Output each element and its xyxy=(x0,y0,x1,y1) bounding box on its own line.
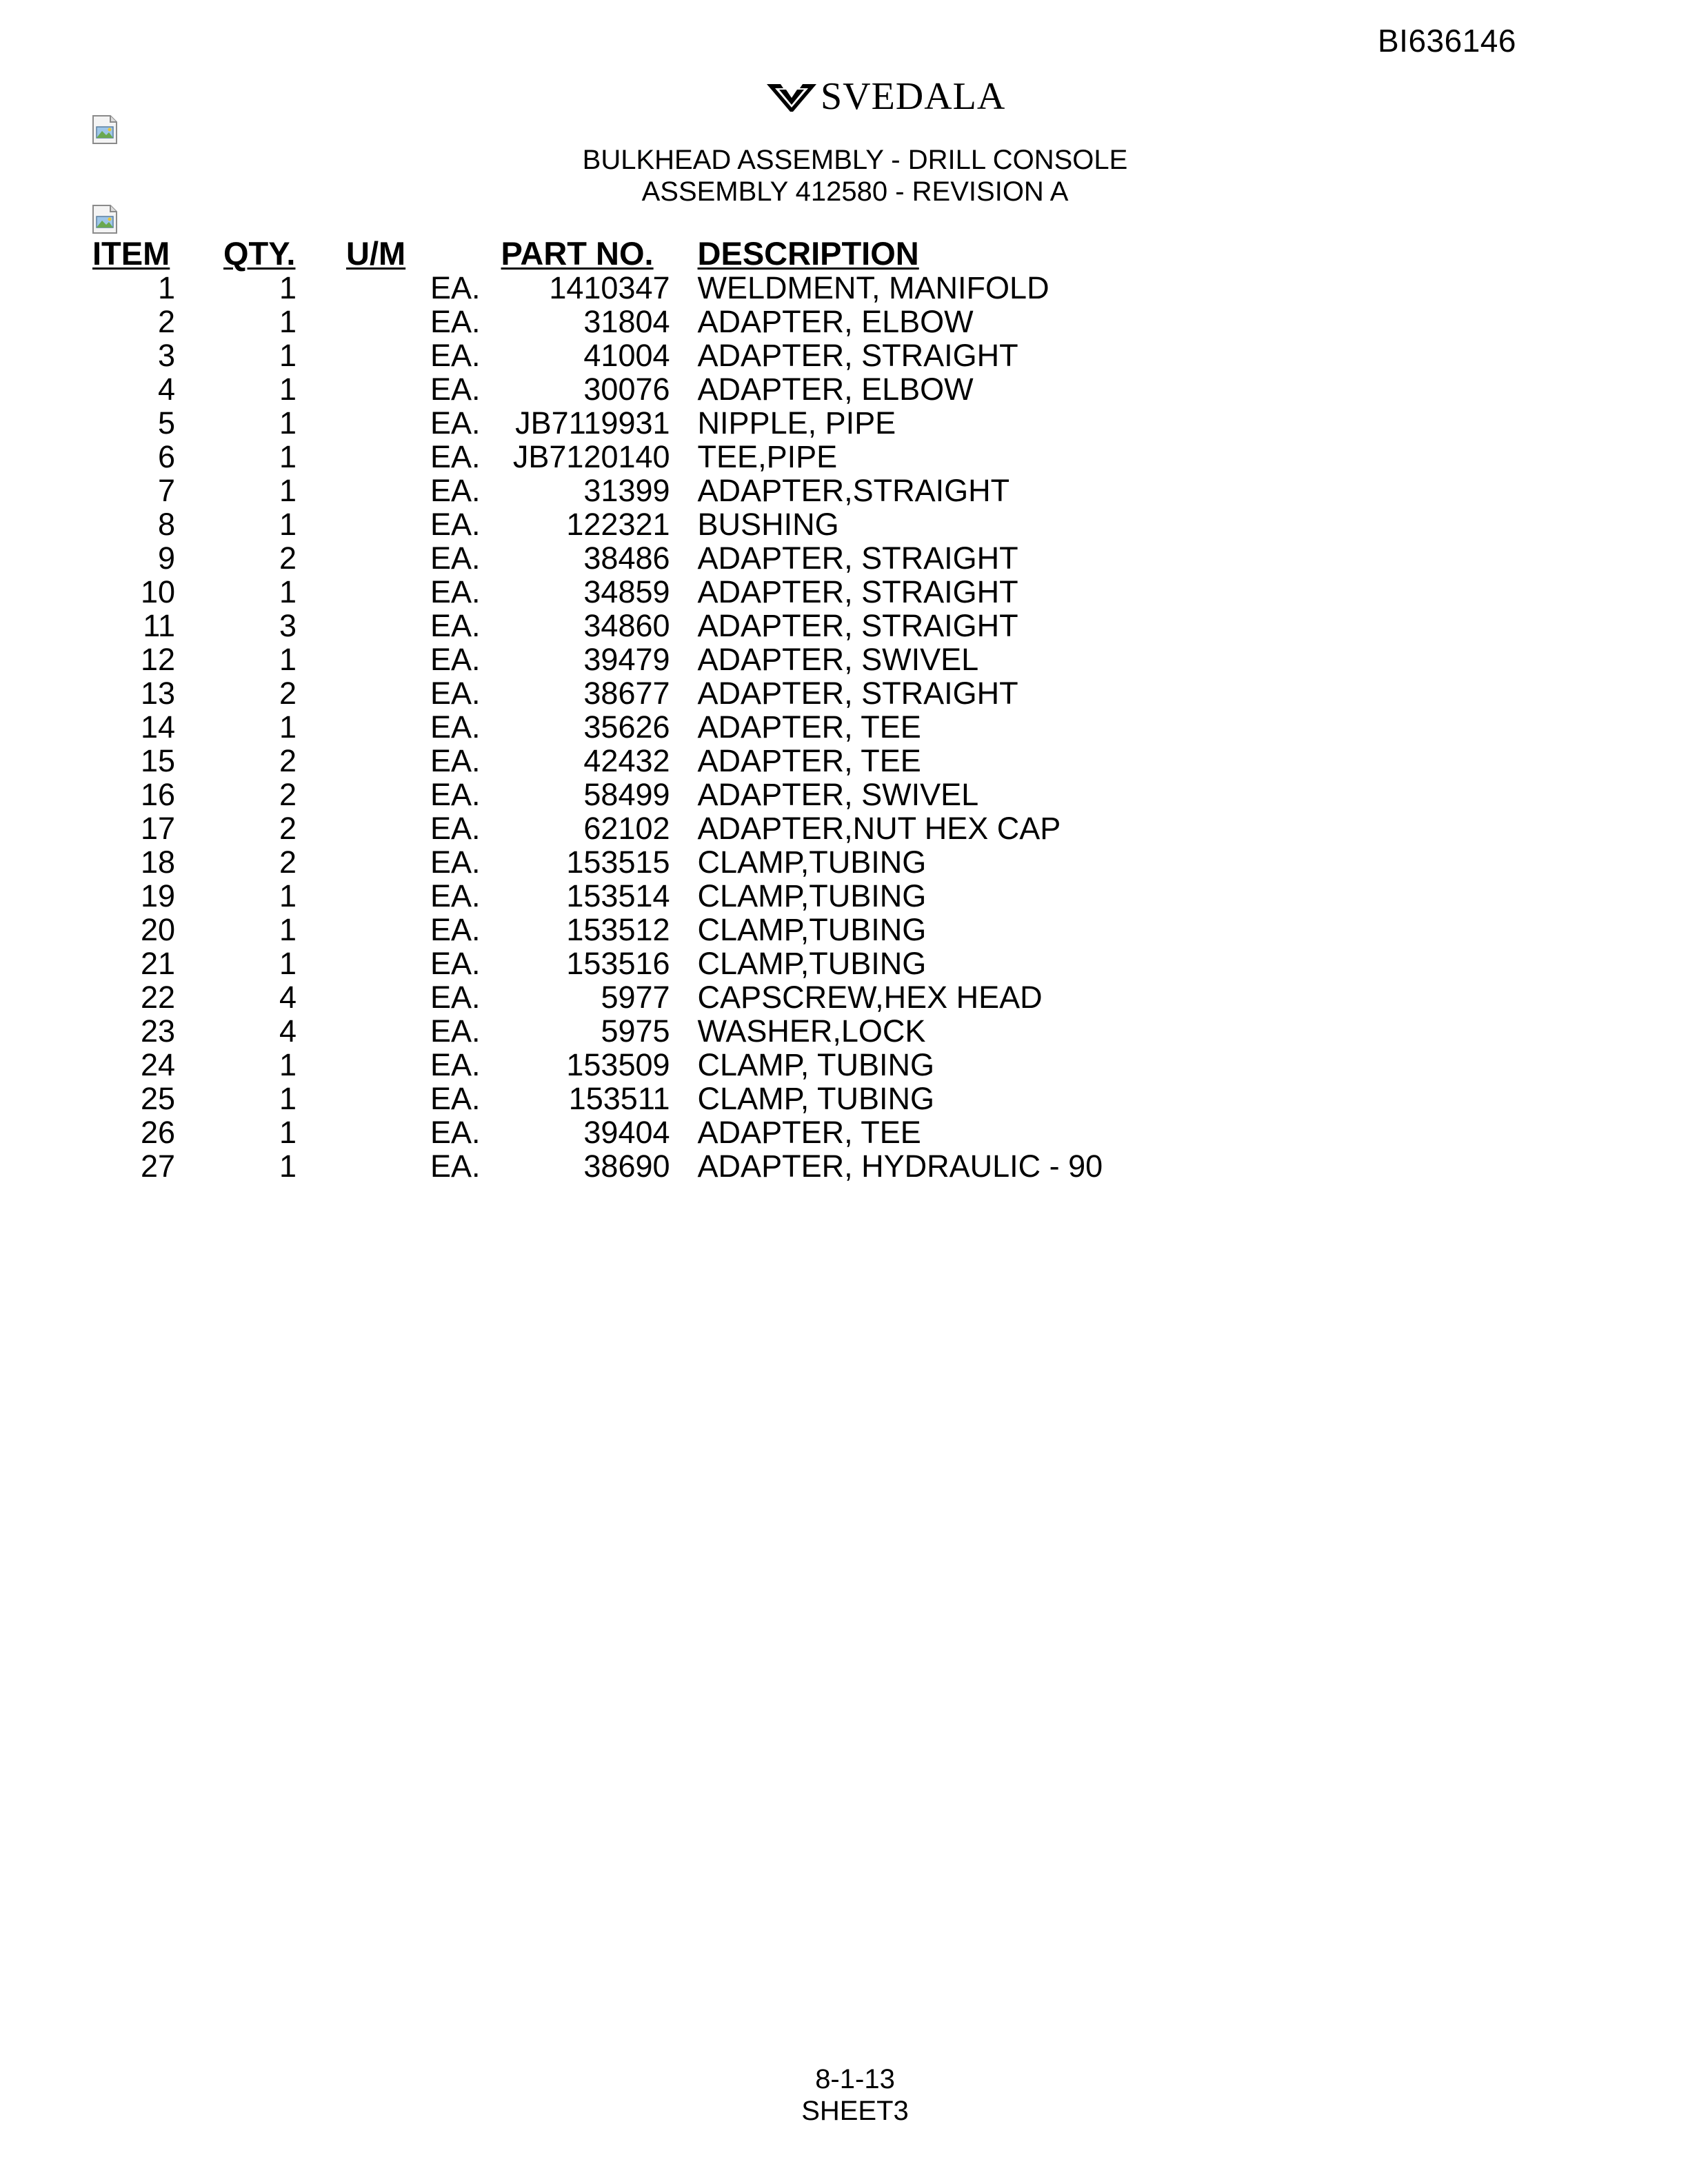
unit-of-measure-cell: EA. xyxy=(430,676,481,711)
parts-table-body xyxy=(91,271,1194,1183)
table-row xyxy=(91,744,1194,778)
part-number-cell: 41004 xyxy=(583,338,670,373)
table-row xyxy=(91,710,1194,744)
item-number-cell: 1 xyxy=(157,270,175,305)
part-number-cell: 38486 xyxy=(583,540,670,576)
quantity-cell: 1 xyxy=(279,1149,297,1184)
unit-of-measure-cell: EA. xyxy=(430,743,481,778)
quantity-cell: 1 xyxy=(279,878,297,913)
table-row xyxy=(91,980,1194,1014)
table-row xyxy=(91,271,1194,305)
item-number-cell: 3 xyxy=(157,338,175,373)
unit-of-measure-cell: EA. xyxy=(430,1115,481,1150)
part-number-cell: 62102 xyxy=(583,811,670,846)
item-number-cell: 12 xyxy=(140,642,175,677)
table-header-row xyxy=(91,236,1194,271)
unit-of-measure-cell: EA. xyxy=(430,507,481,542)
item-number-cell: 24 xyxy=(140,1047,175,1082)
item-number-cell: 6 xyxy=(157,439,175,474)
description-cell: ADAPTER, SWIVEL xyxy=(697,777,979,812)
item-number-cell: 15 xyxy=(140,743,175,778)
description-cell: ADAPTER,NUT HEX CAP xyxy=(697,811,1061,846)
assembly-subtitle: ASSEMBLY 412580 - REVISION A xyxy=(641,176,1069,207)
unit-of-measure-cell: EA. xyxy=(430,1013,481,1049)
description-cell: CLAMP,TUBING xyxy=(697,946,927,981)
part-number-cell: 42432 xyxy=(583,743,670,778)
svedala-v-mark-icon xyxy=(765,80,818,113)
part-number-cell: 153514 xyxy=(566,878,670,913)
item-number-cell: 14 xyxy=(140,709,175,745)
unit-of-measure-cell: EA. xyxy=(430,1081,481,1116)
description-cell: CLAMP,TUBING xyxy=(697,912,927,947)
quantity-cell: 1 xyxy=(279,304,297,339)
item-number-cell: 23 xyxy=(140,1013,175,1049)
description-cell: ADAPTER, STRAIGHT xyxy=(697,608,1018,643)
description-cell: TEE,PIPE xyxy=(697,439,838,474)
item-number-cell: 8 xyxy=(157,507,175,542)
item-number-cell: 18 xyxy=(140,845,175,880)
table-row xyxy=(91,811,1194,845)
item-number-cell: 13 xyxy=(140,676,175,711)
quantity-cell: 2 xyxy=(279,743,297,778)
item-number-cell: 19 xyxy=(140,878,175,913)
unit-of-measure-cell: EA. xyxy=(430,709,481,745)
table-row xyxy=(91,372,1194,406)
item-number-cell: 5 xyxy=(157,405,175,441)
part-number-cell: JB7120140 xyxy=(512,439,670,474)
item-number-cell: 16 xyxy=(140,777,175,812)
unit-of-measure-cell: EA. xyxy=(430,540,481,576)
quantity-cell: 1 xyxy=(279,642,297,677)
part-number-cell: JB7119931 xyxy=(515,405,670,441)
description-cell: ADAPTER, ELBOW xyxy=(697,372,974,407)
unit-of-measure-cell: EA. xyxy=(430,912,481,947)
unit-of-measure-cell: EA. xyxy=(430,473,481,508)
table-row xyxy=(91,643,1194,676)
table-row xyxy=(91,1014,1194,1048)
table-row xyxy=(91,609,1194,643)
parts-list-table xyxy=(91,236,1194,1183)
part-number-cell: 31804 xyxy=(583,304,670,339)
table-row xyxy=(91,507,1194,541)
quantity-cell: 1 xyxy=(279,1115,297,1150)
unit-of-measure-cell: EA. xyxy=(430,980,481,1015)
description-cell: CAPSCREW,HEX HEAD xyxy=(697,980,1043,1015)
part-number-cell: 34860 xyxy=(583,608,670,643)
item-number-cell: 17 xyxy=(140,811,175,846)
quantity-cell: 1 xyxy=(279,372,297,407)
part-number-cell: 153515 xyxy=(566,845,670,880)
table-row xyxy=(91,947,1194,980)
unit-of-measure-cell: EA. xyxy=(430,608,481,643)
part-number-cell: 35626 xyxy=(583,709,670,745)
table-row xyxy=(91,406,1194,440)
part-number-cell: 122321 xyxy=(566,507,670,542)
part-number-cell: 153509 xyxy=(566,1047,670,1082)
quantity-cell: 1 xyxy=(279,338,297,373)
unit-of-measure-cell: EA. xyxy=(430,304,481,339)
table-row xyxy=(91,474,1194,507)
part-number-cell: 1410347 xyxy=(549,270,670,305)
quantity-cell: 1 xyxy=(279,405,297,441)
part-number-cell: 5975 xyxy=(601,1013,670,1049)
table-row xyxy=(91,778,1194,811)
unit-of-measure-cell: EA. xyxy=(430,946,481,981)
file-image-icon xyxy=(91,204,119,234)
table-row xyxy=(91,440,1194,474)
description-cell: ADAPTER, HYDRAULIC - 90 xyxy=(697,1149,1103,1184)
table-row xyxy=(91,575,1194,609)
quantity-cell: 2 xyxy=(279,811,297,846)
company-logo xyxy=(765,77,1005,116)
quantity-cell: 2 xyxy=(279,676,297,711)
description-cell: CLAMP, TUBING xyxy=(697,1081,934,1116)
description-cell: ADAPTER, STRAIGHT xyxy=(697,338,1018,373)
description-cell: ADAPTER, TEE xyxy=(697,1115,921,1150)
quantity-cell: 1 xyxy=(279,507,297,542)
item-number-cell: 20 xyxy=(140,912,175,947)
quantity-cell: 2 xyxy=(279,540,297,576)
table-row xyxy=(91,845,1194,879)
quantity-cell: 4 xyxy=(279,1013,297,1049)
unit-of-measure-cell: EA. xyxy=(430,811,481,846)
description-cell: WASHER,LOCK xyxy=(697,1013,926,1049)
description-cell: WELDMENT, MANIFOLD xyxy=(697,270,1049,305)
description-cell: ADAPTER, SWIVEL xyxy=(697,642,979,677)
table-row xyxy=(91,338,1194,372)
description-cell: ADAPTER, STRAIGHT xyxy=(697,574,1018,609)
description-cell: ADAPTER, ELBOW xyxy=(697,304,974,339)
unit-of-measure-cell: EA. xyxy=(430,1047,481,1082)
description-cell: ADAPTER, TEE xyxy=(697,709,921,745)
unit-of-measure-cell: EA. xyxy=(430,878,481,913)
item-number-cell: 22 xyxy=(140,980,175,1015)
item-number-cell: 26 xyxy=(140,1115,175,1150)
table-row xyxy=(91,1149,1194,1183)
unit-of-measure-cell: EA. xyxy=(430,845,481,880)
item-number-cell: 2 xyxy=(157,304,175,339)
item-number-cell: 7 xyxy=(157,473,175,508)
description-cell: CLAMP,TUBING xyxy=(697,878,927,913)
quantity-cell: 1 xyxy=(279,473,297,508)
unit-of-measure-cell: EA. xyxy=(430,777,481,812)
assembly-title: BULKHEAD ASSEMBLY - DRILL CONSOLE xyxy=(582,145,1128,175)
header-um: U/M xyxy=(346,235,406,272)
unit-of-measure-cell: EA. xyxy=(430,642,481,677)
table-row xyxy=(91,1082,1194,1115)
table-row xyxy=(91,1115,1194,1149)
description-cell: BUSHING xyxy=(697,507,839,542)
part-number-cell: 31399 xyxy=(583,473,670,508)
table-row xyxy=(91,879,1194,913)
unit-of-measure-cell: EA. xyxy=(430,270,481,305)
quantity-cell: 1 xyxy=(279,574,297,609)
table-row xyxy=(91,1048,1194,1082)
quantity-cell: 3 xyxy=(279,608,297,643)
quantity-cell: 1 xyxy=(279,946,297,981)
item-number-cell: 11 xyxy=(143,608,175,643)
document-number: BI636146 xyxy=(1378,23,1516,59)
description-cell: ADAPTER, STRAIGHT xyxy=(697,540,1018,576)
item-number-cell: 21 xyxy=(140,946,175,981)
quantity-cell: 1 xyxy=(279,709,297,745)
table-row xyxy=(91,676,1194,710)
unit-of-measure-cell: EA. xyxy=(430,574,481,609)
description-cell: CLAMP,TUBING xyxy=(697,845,927,880)
item-number-cell: 9 xyxy=(157,540,175,576)
unit-of-measure-cell: EA. xyxy=(430,372,481,407)
item-number-cell: 25 xyxy=(140,1081,175,1116)
item-number-cell: 10 xyxy=(140,574,175,609)
quantity-cell: 1 xyxy=(279,1081,297,1116)
part-number-cell: 153511 xyxy=(568,1081,670,1116)
description-cell: ADAPTER, TEE xyxy=(697,743,921,778)
part-number-cell: 39404 xyxy=(583,1115,670,1150)
part-number-cell: 5977 xyxy=(601,980,670,1015)
unit-of-measure-cell: EA. xyxy=(430,439,481,474)
unit-of-measure-cell: EA. xyxy=(430,1149,481,1184)
part-number-cell: 39479 xyxy=(583,642,670,677)
description-cell: ADAPTER, STRAIGHT xyxy=(697,676,1018,711)
part-number-cell: 38677 xyxy=(583,676,670,711)
quantity-cell: 1 xyxy=(279,439,297,474)
part-number-cell: 30076 xyxy=(583,372,670,407)
quantity-cell: 2 xyxy=(279,845,297,880)
header-description: DESCRIPTION xyxy=(697,235,919,272)
header-item: ITEM xyxy=(92,235,170,272)
quantity-cell: 1 xyxy=(279,1047,297,1082)
quantity-cell: 2 xyxy=(279,777,297,812)
part-number-cell: 34859 xyxy=(583,574,670,609)
table-row xyxy=(91,913,1194,947)
table-row xyxy=(91,541,1194,575)
part-number-cell: 153512 xyxy=(566,912,670,947)
item-number-cell: 27 xyxy=(140,1149,175,1184)
part-number-cell: 58499 xyxy=(583,777,670,812)
unit-of-measure-cell: EA. xyxy=(430,338,481,373)
item-number-cell: 4 xyxy=(157,372,175,407)
quantity-cell: 1 xyxy=(279,912,297,947)
file-image-icon xyxy=(91,114,119,145)
description-cell: ADAPTER,STRAIGHT xyxy=(697,473,1010,508)
quantity-cell: 4 xyxy=(279,980,297,1015)
header-qty: QTY. xyxy=(223,235,296,272)
footer-sheet: SHEET3 xyxy=(801,2096,909,2126)
part-number-cell: 38690 xyxy=(583,1149,670,1184)
description-cell: CLAMP, TUBING xyxy=(697,1047,934,1082)
logo-wordmark: SVEDALA xyxy=(821,75,1006,118)
description-cell: NIPPLE, PIPE xyxy=(697,405,896,441)
quantity-cell: 1 xyxy=(279,270,297,305)
header-part-no: PART NO. xyxy=(501,235,654,272)
table-row xyxy=(91,305,1194,338)
footer-page-ref: 8-1-13 xyxy=(815,2064,895,2094)
unit-of-measure-cell: EA. xyxy=(430,405,481,441)
part-number-cell: 153516 xyxy=(566,946,670,981)
